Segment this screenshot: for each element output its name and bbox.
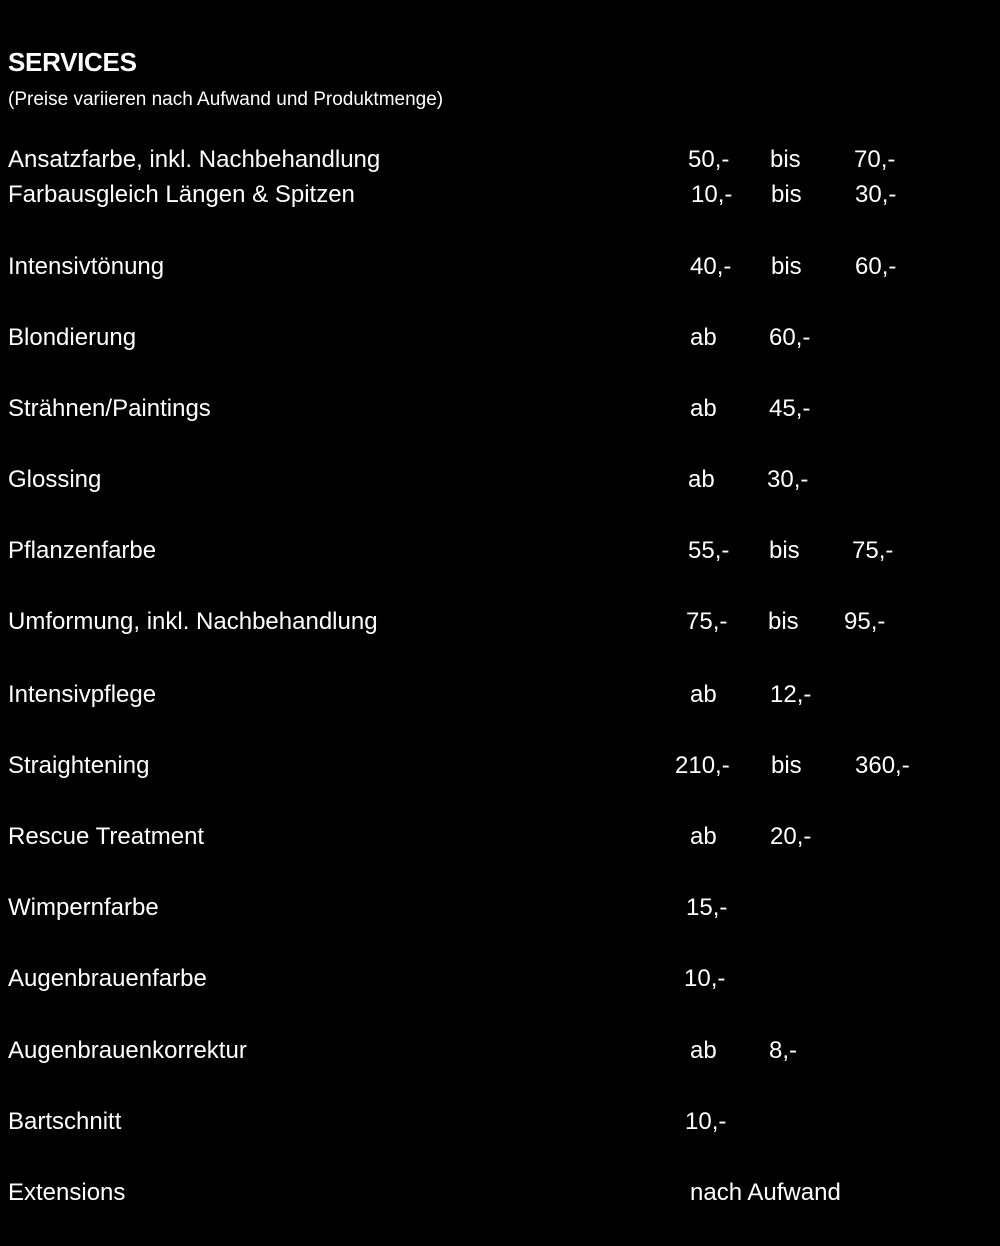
price-from: 50,- — [688, 146, 730, 173]
service-row — [0, 252, 1000, 282]
service-name: Intensivtönung — [8, 253, 165, 280]
price-separator: bis — [771, 752, 802, 779]
price-separator: bis — [770, 146, 801, 173]
price-to: 360,- — [855, 752, 910, 779]
service-name: Farbausgleich Längen & Spitzen — [8, 181, 355, 208]
price-separator: bis — [768, 608, 799, 635]
page-subtitle: (Preise variieren nach Aufwand und Produktmenge) — [8, 89, 444, 110]
service-row — [0, 607, 1000, 637]
price-from: 210,- — [675, 752, 730, 779]
price-from: 60,- — [769, 324, 811, 351]
price-to: 70,- — [854, 146, 896, 173]
service-row — [0, 1036, 1000, 1066]
price-to: 95,- — [844, 608, 886, 635]
service-row — [0, 964, 1000, 994]
service-name: Intensivpflege — [8, 681, 157, 708]
price-from: 20,- — [770, 823, 812, 850]
service-name: Wimpernfarbe — [8, 894, 159, 921]
price-to: 30,- — [855, 181, 897, 208]
price-prefix: ab — [690, 324, 717, 351]
price-from: 10,- — [691, 181, 733, 208]
service-name: Blondierung — [8, 324, 137, 351]
service-row — [0, 822, 1000, 852]
price-from: 10,- — [685, 1108, 727, 1135]
price-from: 45,- — [769, 395, 811, 422]
price-from: 10,- — [684, 965, 726, 992]
price-separator: bis — [771, 253, 802, 280]
price-prefix: ab — [688, 466, 715, 493]
service-row — [0, 1178, 1000, 1208]
price-to: 60,- — [855, 253, 897, 280]
service-row — [0, 680, 1000, 710]
service-name: Strähnen/Paintings — [8, 395, 211, 422]
service-row — [0, 893, 1000, 923]
service-row — [0, 323, 1000, 353]
price-prefix: ab — [690, 681, 717, 708]
service-name: Rescue Treatment — [8, 823, 205, 850]
price-separator: bis — [771, 181, 802, 208]
price-to: 75,- — [852, 537, 894, 564]
service-name: Augenbrauenfarbe — [8, 965, 207, 992]
price-prefix: ab — [690, 1037, 717, 1064]
service-name: Ansatzfarbe, inkl. Nachbehandlung — [8, 146, 381, 173]
price-prefix: ab — [690, 395, 717, 422]
service-name: Bartschnitt — [8, 1108, 122, 1135]
price-separator: bis — [769, 537, 800, 564]
service-name: Glossing — [8, 466, 102, 493]
price-note: nach Aufwand — [690, 1179, 841, 1206]
service-row — [0, 145, 1000, 175]
service-name: Pflanzenfarbe — [8, 537, 157, 564]
price-from: 15,- — [686, 894, 728, 921]
service-row — [0, 180, 1000, 210]
price-from: 30,- — [767, 466, 809, 493]
price-from: 40,- — [690, 253, 732, 280]
price-from: 75,- — [686, 608, 728, 635]
service-row — [0, 536, 1000, 566]
service-name: Straightening — [8, 752, 150, 779]
page-title: SERVICES — [8, 47, 137, 77]
service-row — [0, 1107, 1000, 1137]
service-row — [0, 465, 1000, 495]
price-prefix: ab — [690, 823, 717, 850]
price-from: 55,- — [688, 537, 730, 564]
price-from: 8,- — [769, 1037, 798, 1064]
service-name: Extensions — [8, 1179, 126, 1206]
service-name: Augenbrauenkorrektur — [8, 1037, 247, 1064]
service-row — [0, 751, 1000, 781]
price-from: 12,- — [770, 681, 812, 708]
service-row — [0, 394, 1000, 424]
service-name: Umformung, inkl. Nachbehandlung — [8, 608, 378, 635]
